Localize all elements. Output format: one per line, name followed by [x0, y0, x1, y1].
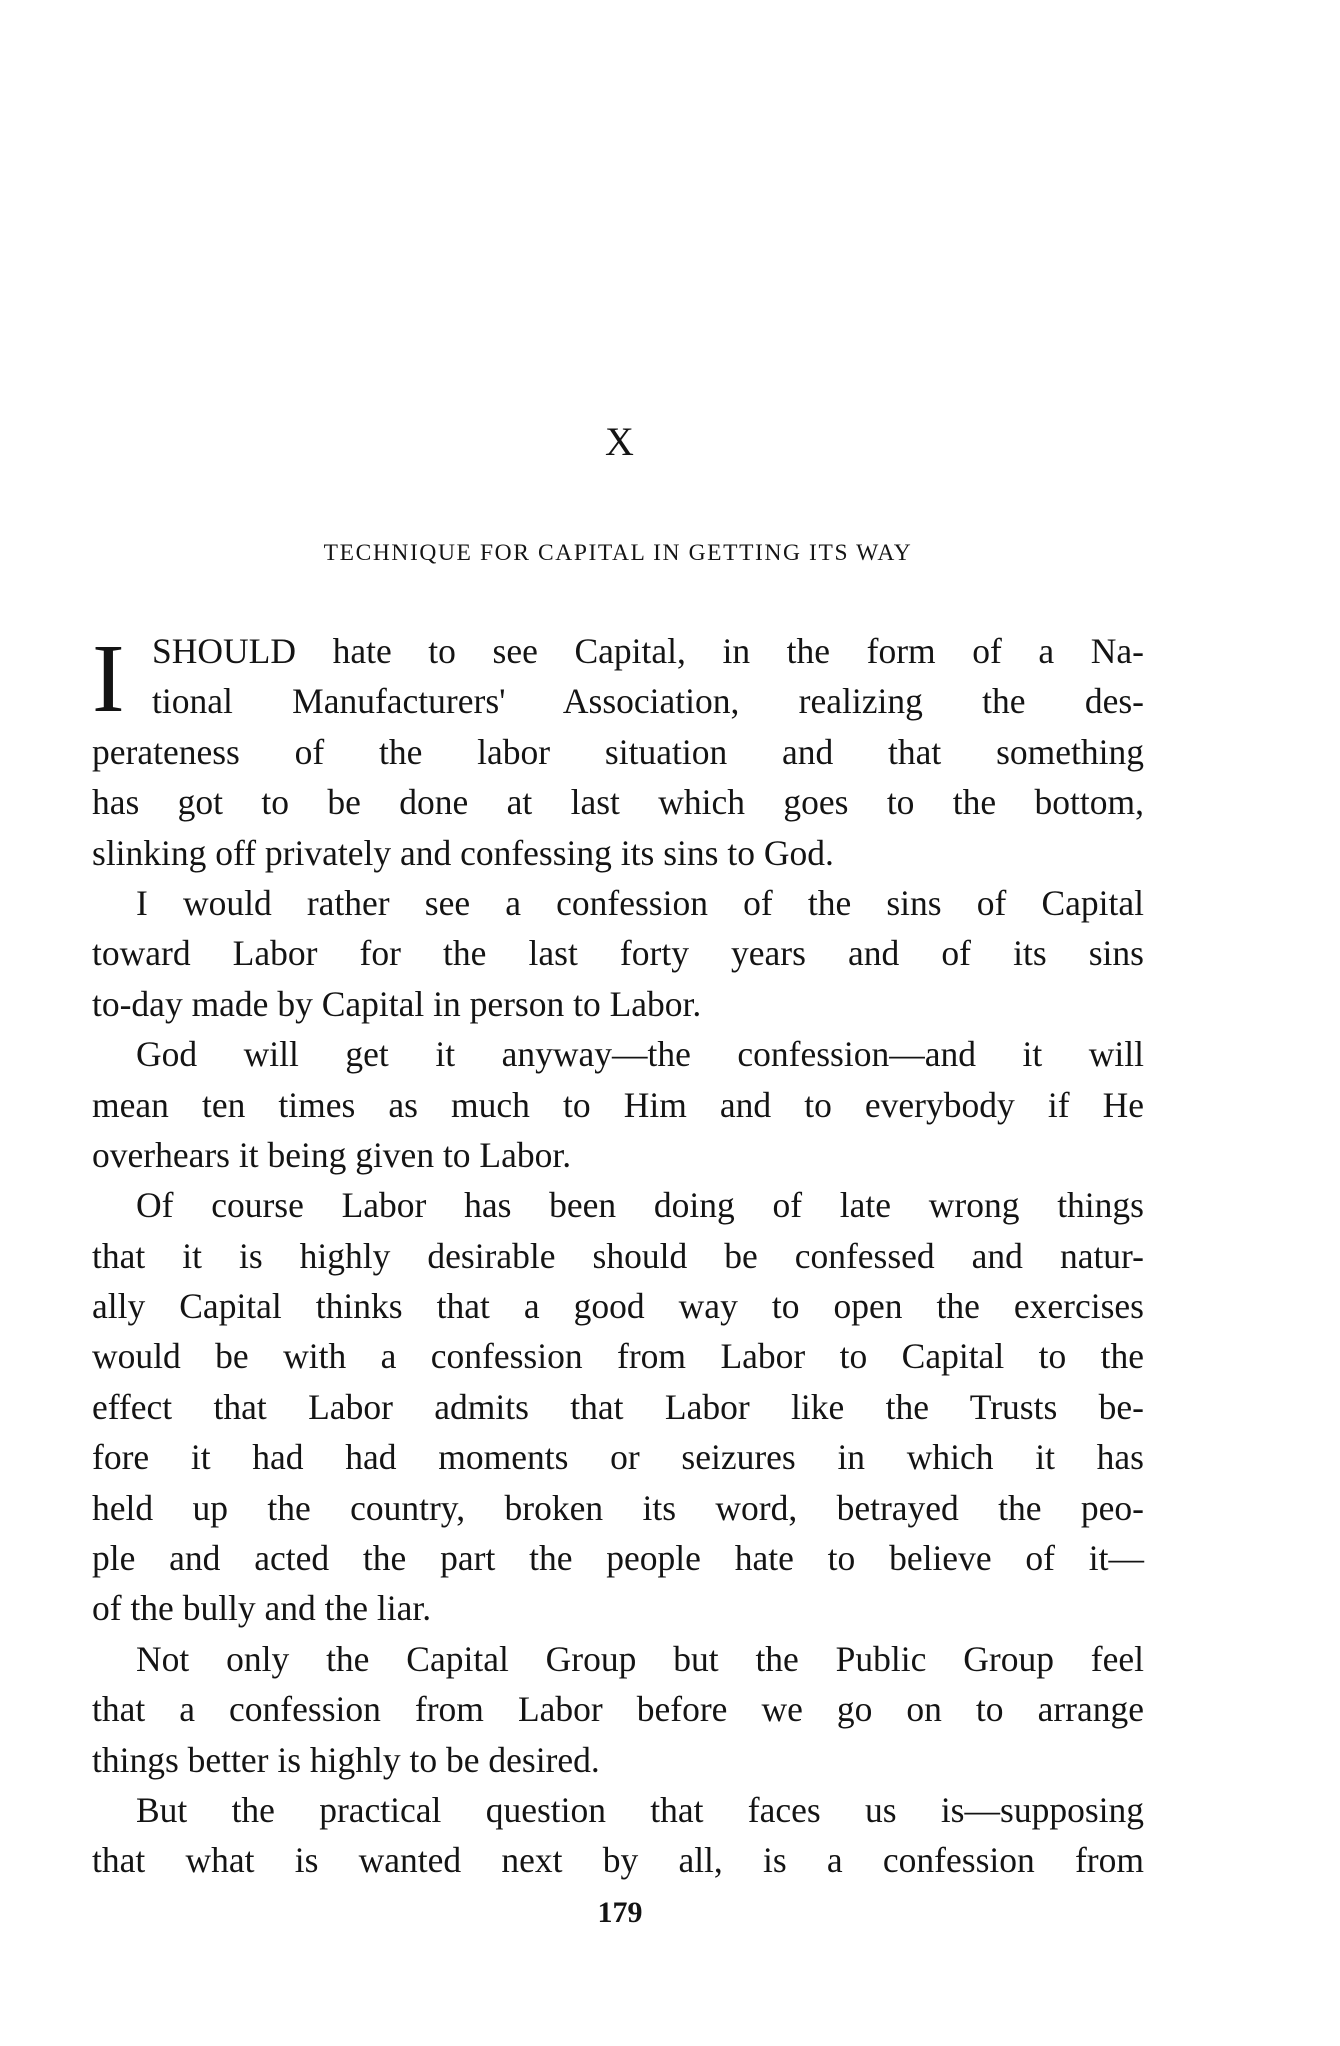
text-line: of the bully and the liar. [92, 1588, 432, 1629]
text-line: tional Manufacturers' Association, realizing the des- [152, 681, 1144, 722]
text-line: SHOULD hate to see Capital, in the form of a Na- [152, 631, 1144, 671]
text-line: God will get it anyway—the confession—and it will [136, 1034, 1144, 1075]
text-line: perateness of the labor situation and that something [92, 731, 1144, 772]
chapter-number: X [605, 419, 635, 464]
drop-cap: I [92, 625, 125, 733]
text-line: that what is wanted next by all, is a confession from [92, 1840, 1144, 1881]
text-line: ally Capital thinks that a good way to open the exercises [92, 1286, 1144, 1327]
text-line: mean ten times as much to Him and to everybody if He [92, 1084, 1144, 1125]
text-line: would be with a confession from Labor to Capital to the [92, 1336, 1144, 1377]
text-line: toward Labor for the last forty years and of its sins [92, 933, 1144, 974]
text-line: overhears it being given to Labor. [92, 1134, 572, 1175]
text-line: that it is highly desirable should be confessed and natur- [92, 1235, 1144, 1276]
text-line: Not only the Capital Group but the Public Group feel [136, 1638, 1144, 1679]
text-line: things better is highly to be desired. [92, 1739, 600, 1780]
text-line: slinking off privately and confessing its sins to God. [92, 832, 834, 873]
page-number: 179 [597, 1896, 643, 1929]
text-line: that a confession from Labor before we go on to arrange [92, 1689, 1144, 1730]
text-line: But the practical question that faces us is—supposing [136, 1789, 1144, 1830]
text-line: effect that Labor admits that Labor like the Trusts be- [92, 1386, 1144, 1427]
text-line: ple and acted the part the people hate to believe of it— [92, 1538, 1144, 1579]
text-line: held up the country, broken its word, betrayed the peo- [92, 1487, 1144, 1528]
chapter-title: TECHNIQUE FOR CAPITAL IN GETTING ITS WAY [323, 540, 913, 566]
text-line: fore it had had moments or seizures in which it has [92, 1437, 1144, 1478]
text-line: Of course Labor has been doing of late wrong things [136, 1185, 1144, 1226]
body-text [92, 626, 1144, 1886]
text-line: to-day made by Capital in person to Labor. [92, 983, 702, 1024]
text-line: I would rather see a confession of the sins of Capital [136, 882, 1144, 923]
text-line: has got to be done at last which goes to the bottom, [92, 782, 1144, 823]
